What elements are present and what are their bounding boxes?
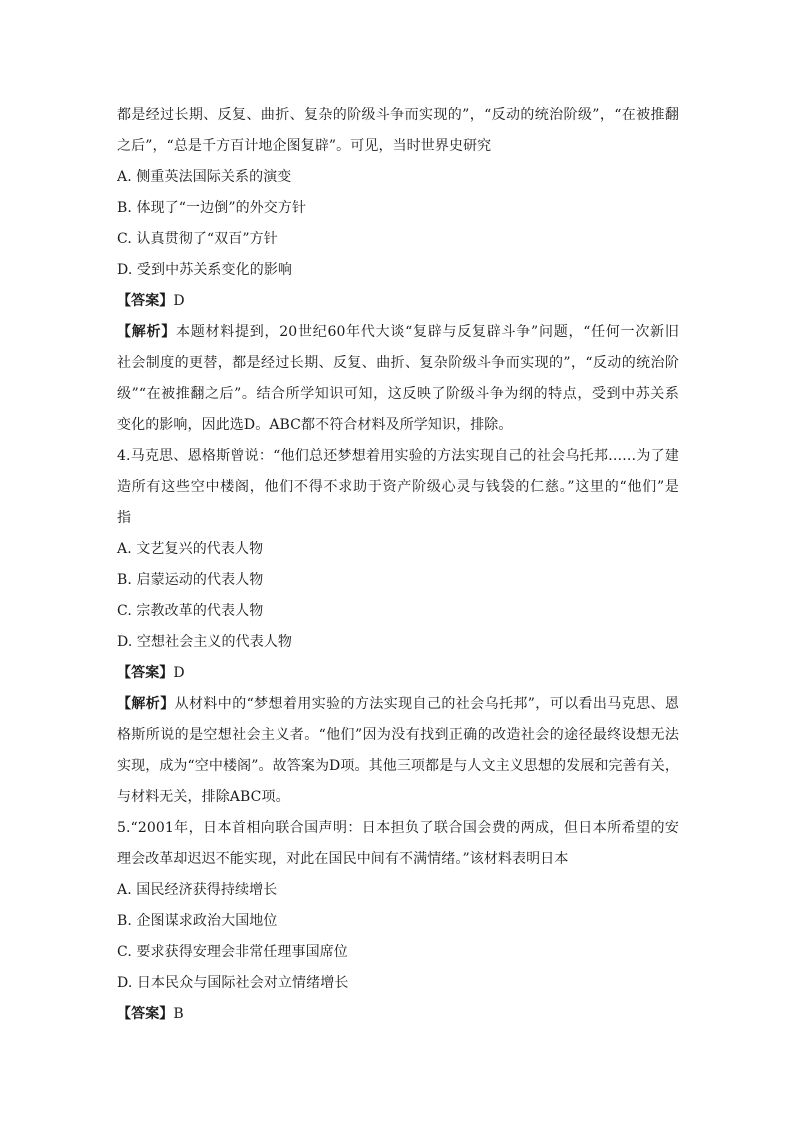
- q5-option-a: A. 国民经济获得持续增长: [117, 882, 278, 898]
- analysis-text: 从材料中的“梦想着用实验的方法实现自己的社会乌托邦”，可以看出马克思、恩: [174, 696, 679, 712]
- analysis-label: 【解析】: [117, 696, 175, 712]
- q3-analysis-line: [117, 317, 679, 348]
- q3-stem-line: 都是经过长期、反复、曲折、复杂的阶级斗争而实现的”，“反动的统治阶级”，“在被推翻: [117, 107, 679, 123]
- q3-analysis-line: 变化的影响，因此选D。ABC都不符合材料及所学知识，排除。: [117, 417, 513, 433]
- q4-option-b: B. 启蒙运动的代表人物: [117, 572, 264, 588]
- q4-stem-line: 4.马克思、恩格斯曾说：“他们总还梦想着用实验的方法实现自己的社会乌托邦……为了建: [117, 448, 679, 464]
- answer-label: 【答案】: [117, 293, 174, 309]
- q3-analysis-line: 社会制度的更替，都是经过长期、反复、曲折、复杂阶级斗争而实现的”，“反动的统治阶: [117, 355, 679, 371]
- q5-answer: [117, 999, 679, 1030]
- q3-stem-line: 之后”，“总是千方百计地企图复辟”。可见，当时世界史研究: [117, 138, 492, 154]
- q4-stem-line: 指: [117, 510, 132, 526]
- q4-analysis-line: 格斯所说的是空想社会主义者。“他们”因为没有找到正确的改造社会的途径最终设想无法: [117, 727, 679, 743]
- q3-option-a: A. 侧重英法国际关系的演变: [117, 169, 292, 185]
- answer-value: D: [173, 293, 185, 309]
- answer-label: 【答案】: [117, 1006, 174, 1022]
- analysis-text: 本题材料提到，20世纪60年代大谈“复辟与反复辟斗争”问题，“任何一次新旧: [176, 324, 679, 340]
- q4-analysis-line: 实现，成为“空中楼阁”。故答案为D项。其他三项都是与人文主义思想的发展和完善有关，: [117, 758, 679, 774]
- answer-value: B: [173, 1006, 184, 1022]
- q5-option-c: C. 要求获得安理会非常任理事国席位: [117, 944, 348, 960]
- q4-answer: [117, 658, 679, 689]
- answer-value: D: [173, 665, 185, 681]
- q3-analysis-line: 级”“在被推翻之后”。结合所学知识可知，这反映了阶级斗争为纲的特点，受到中苏关系: [117, 386, 679, 402]
- q4-analysis-line: 与材料无关，排除ABC项。: [117, 789, 290, 805]
- q4-analysis-line: [117, 689, 679, 720]
- q5-option-d: D. 日本民众与国际社会对立情绪增长: [117, 975, 349, 991]
- q5-stem-line: 5.“2001年，日本首相向联合国声明：日本担负了联合国会费的两成，但日本所希望的安: [117, 820, 679, 836]
- q3-option-b: B. 体现了“一边倒”的外交方针: [117, 200, 307, 216]
- q4-option-d: D. 空想社会主义的代表人物: [117, 634, 293, 650]
- q4-option-a: A. 文艺复兴的代表人物: [117, 541, 264, 557]
- q3-answer: [117, 286, 679, 317]
- answer-label: 【答案】: [117, 665, 174, 681]
- q3-option-d: D. 受到中苏关系变化的影响: [117, 262, 293, 278]
- q3-option-c: C. 认真贯彻了“双百”方针: [117, 231, 278, 247]
- document-body: [117, 100, 679, 1030]
- q4-stem-line: 造所有这些空中楼阁，他们不得不求助于资产阶级心灵与钱袋的仁慈。”这里的“他们”是: [117, 479, 679, 495]
- q5-option-b: B. 企图谋求政治大国地位: [117, 913, 278, 929]
- analysis-label: 【解析】: [117, 324, 177, 340]
- q4-option-c: C. 宗教改革的代表人物: [117, 603, 264, 619]
- q5-stem-line: 理会改革却迟迟不能实现，对此在国民中间有不满情绪。”该材料表明日本: [117, 851, 569, 867]
